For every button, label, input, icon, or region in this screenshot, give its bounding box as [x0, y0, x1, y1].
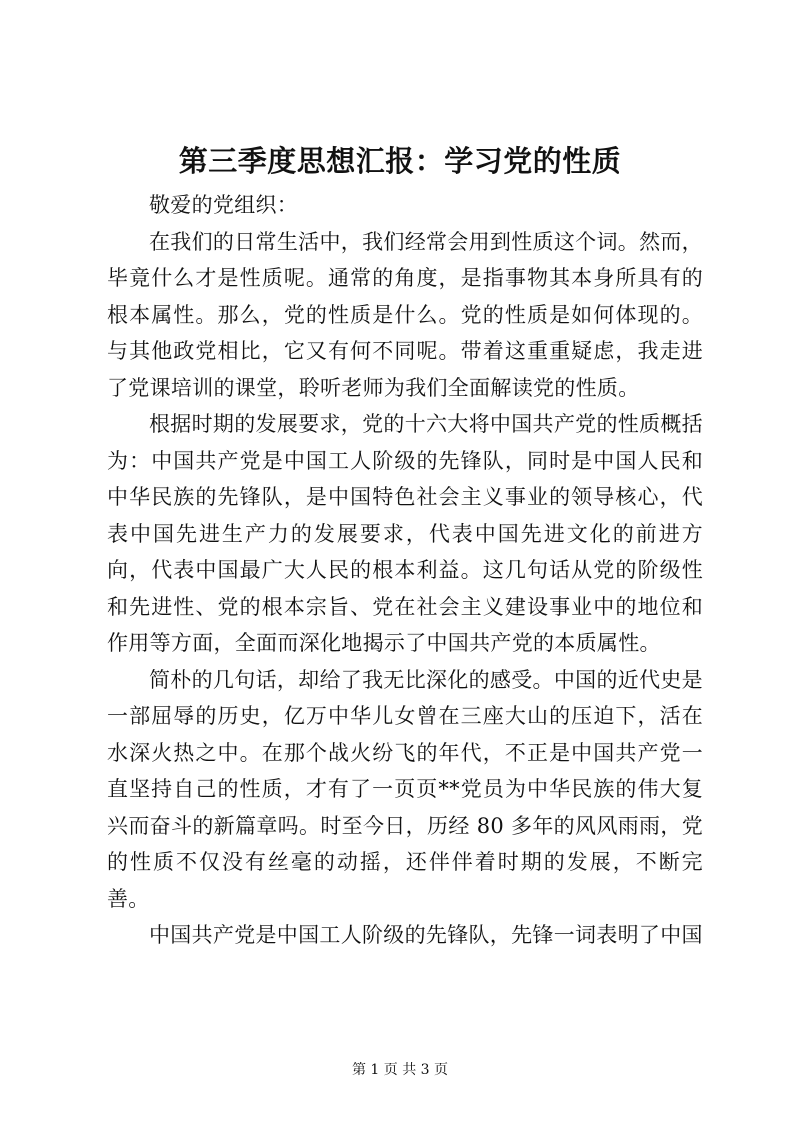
page-footer: 第 1 页 共 3 页 [351, 1062, 449, 1078]
paragraph-1: 在我们的日常生活中，我们经常会用到性质这个词。然而，毕竟什么才是性质呢。通常的角度，是指事物其本身所具有的根本属性。那么，党的性质是什么。党的性质是如何体现的。与其他政党相比，它又有何不同呢。带着这重重疑虑，我走进了党课培训的课堂，聆听老师为我们全面解读党的性质。 [107, 229, 703, 400]
paragraph-2: 根据时期的发展要求，党的十六大将中国共产党的性质概括为：中国共产党是中国工人阶级的先锋队，同时是中国人民和中华民族的先锋队，是中国特色社会主义事业的领导核心，代表中国先进生产力的发展要求，代表中国先进文化的前进方向，代表中国最广大人民的根本利益。这几句话从党的阶级性和先进性、党的根本宗旨、党在社会主义建设事业中的地位和作用等方面，全面而深化地揭示了中国共产党的本质属性。 [107, 412, 703, 655]
salutation: 敬爱的党组织： [149, 193, 299, 217]
document-body [107, 187, 703, 954]
paragraph-3: 简朴的几句话，却给了我无比深化的感受。中国的近代史是一部屈辱的历史，亿万中华儿女曾在三座大山的压迫下，活在水深火热之中。在那个战火纷飞的年代，不正是中国共产党一直坚持自己的性质，才有了一页页**党员为中华民族的伟大复兴而奋斗的新篇章吗。时至今日，历经 80 多年的风风雨雨，党的性质不仅没有丝毫的动摇，还伴伴着时期的发展，不断完善。 [107, 667, 703, 911]
document-title: 第三季度思想汇报：学习党的性质 [178, 144, 622, 178]
paragraph-4: 中国共产党是中国工人阶级的先锋队，先锋一词表明了中国 [149, 923, 703, 947]
